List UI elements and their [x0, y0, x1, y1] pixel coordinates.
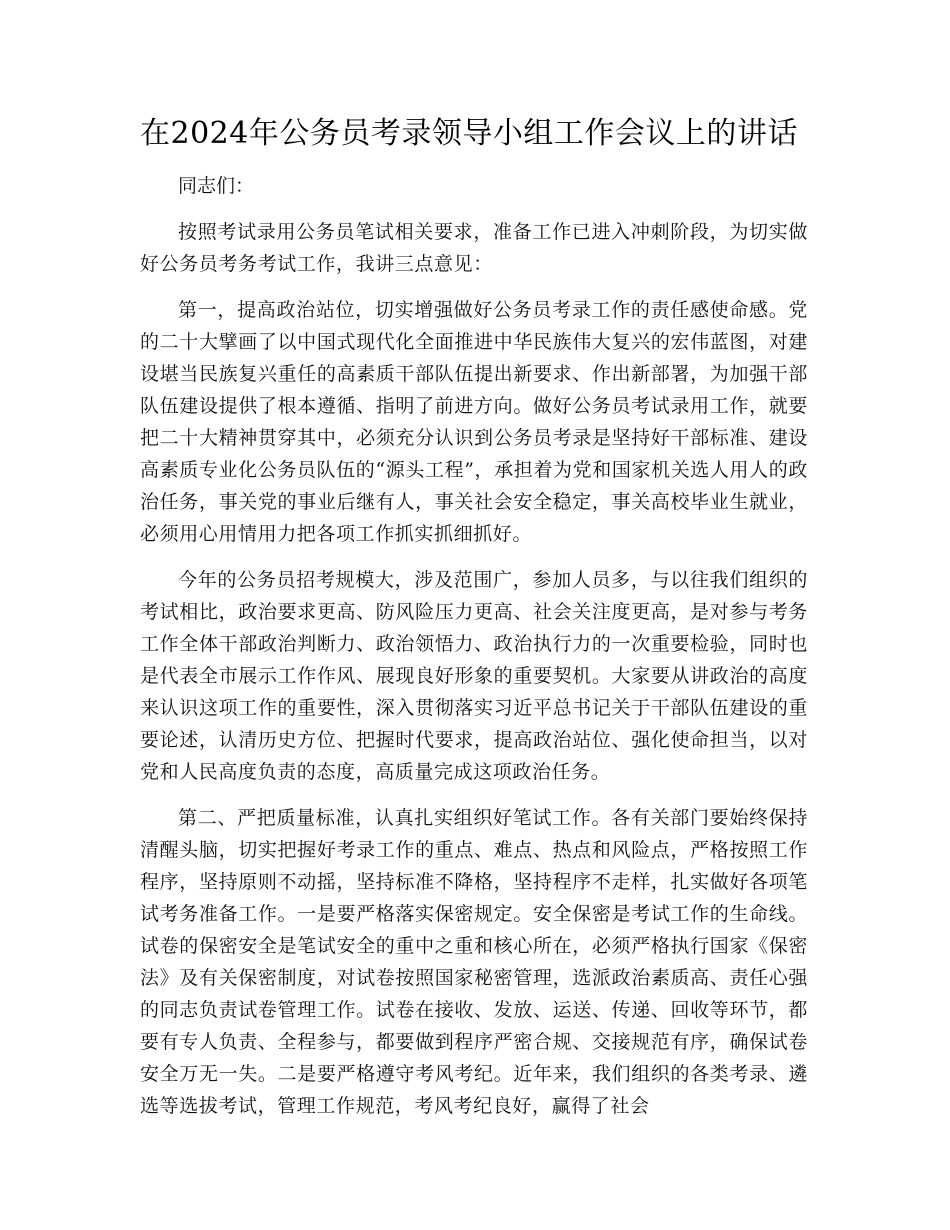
document-title: 在2024年公务员考录领导小组工作会议上的讲话: [140, 116, 798, 151]
paragraph-point-two: 第二、严把质量标准，认真扎实组织好笔试工作。各有关部门要始终保持清醒头脑，切实把握好考录工作的重点、难点、热点和风险点，严格按照工作程序，坚持原则不动摇，坚持标准不降格，坚持程序不走样，扎实做好各项笔试考务准备工作。一是要严格落实保密规定。安全保密是考试工作的生命线。试卷的保密安全是笔试安全的重中之重和核心所在，必须严格执行国家《保密法》及有关保密制度，对试卷按照国家秘密管理，选派政治素质高、责任心强的同志负责试卷管理工作。试卷在接收、发放、运送、传递、回收等环节，都要有专人负责、全程参与，都要做到程序严密合规、交接规范有序，确保试卷安全万无一失。二是要严格遵守考风考纪。近年来，我们组织的各类考录、遴选等选拔考试，管理工作规范，考风考纪良好，赢得了社会: [140, 807, 808, 1117]
paragraph-intro: 按照考试录用公务员笔试相关要求，准备工作已进入冲刺阶段，为切实做好公务员考务考试工作，我讲三点意见：: [140, 221, 808, 275]
paragraph-point-one: 第一，提高政治站位，切实增强做好公务员考录工作的责任感使命感。党的二十大擘画了以中国式现代化全面推进中华民族伟大复兴的宏伟蓝图，对建设堪当民族复兴重任的高素质干部队伍提出新要求、作出新部署，为加强干部队伍建设提供了根本遵循、指明了前进方向。做好公务员考试录用工作，就要把二十大精神贯穿其中，必须充分认识到公务员考录是坚持好干部标准、建设高素质专业化公务员队伍的“源头工程”，承担着为党和国家机关选人用人的政治任务，事关党的事业后继有人，事关社会安全稳定，事关高校毕业生就业，必须用心用情用力把各项工作抓实抓细抓好。: [140, 299, 808, 545]
document-body: [140, 112, 808, 1136]
paragraph-point-one-continued: 今年的公务员招考规模大，涉及范围广，参加人员多，与以往我们组织的考试相比，政治要求更高、防风险压力更高、社会关注度更高，是对参与考务工作全体干部政治判断力、政治领悟力、政治执行力的一次重要检验，同时也是代表全市展示工作作风、展现良好形象的重要契机。大家要从讲政治的高度来认识这项工作的重要性，深入贯彻落实习近平总书记关于干部队伍建设的重要论述，认清历史方位、把握时代要求，提高政治站位、强化使命担当，以对党和人民高度负责的态度，高质量完成这项政治任务。: [140, 569, 808, 783]
salutation: 同志们：: [178, 175, 255, 197]
